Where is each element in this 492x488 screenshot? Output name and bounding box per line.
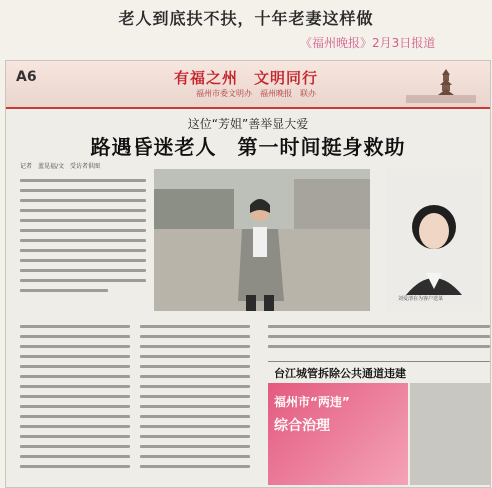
promo-line-1: 福州市“两违” — [274, 395, 350, 409]
body-column-1 — [20, 179, 146, 299]
body-column-2 — [20, 325, 130, 475]
news-photo — [154, 169, 370, 311]
source-note: 《福州晚报》2月3日报道 — [300, 36, 436, 50]
banner-subtitle: 福州市委文明办 福州晚报 联办 — [196, 89, 316, 98]
pagoda-illustration — [406, 65, 476, 103]
banner-title: 有福之州 文明同行 — [174, 69, 319, 87]
promo-line-2: 综合治理 — [274, 418, 330, 434]
article-byline: 记者 蓝晃福/文 受访者供图 — [20, 163, 101, 170]
bottom-photo — [410, 383, 490, 485]
body-column-4 — [268, 325, 490, 355]
section-number: A6 — [16, 69, 37, 85]
portrait-caption: 刘爱清在为客户送菜 — [398, 296, 444, 302]
body-column-3 — [140, 325, 250, 475]
portrait-photo — [386, 169, 482, 311]
article-kicker: 这位“芳姐”善举显大爱 — [187, 117, 309, 131]
newspaper-page — [5, 60, 491, 488]
article-title: 路遇昏迷老人 第一时间挺身救助 — [90, 135, 406, 159]
article-headline: 老人到底扶不扶，十年老妻这样做 — [118, 9, 374, 28]
page-banner — [6, 61, 490, 109]
bottom-news-title: 台江城管拆除公共通道违建 — [274, 367, 406, 380]
